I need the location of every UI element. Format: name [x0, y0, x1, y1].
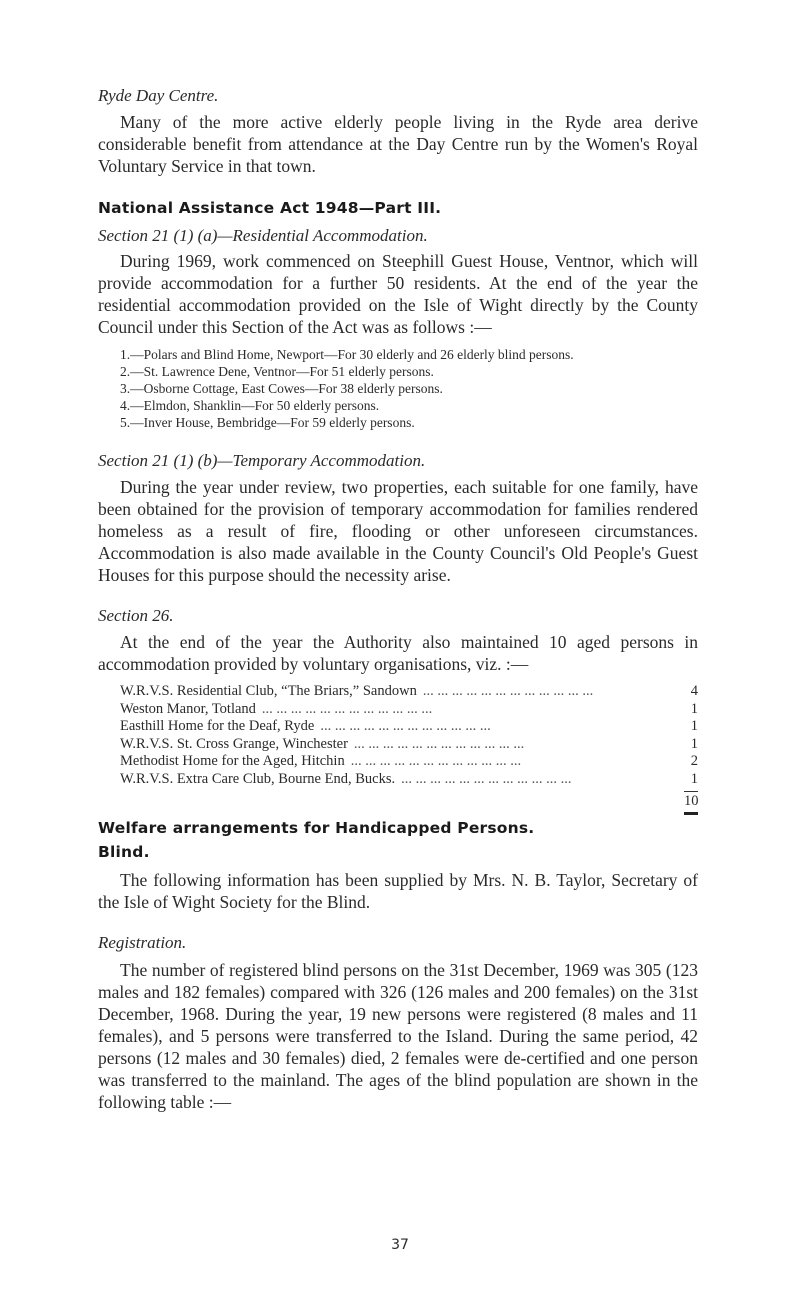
home-count: 1 — [690, 718, 698, 734]
home-count: 2 — [690, 753, 698, 769]
leader-dots: ... ... ... ... ... ... ... ... ... ... ... ... — [422, 683, 594, 699]
home-count: 4 — [690, 683, 698, 699]
table-row — [120, 753, 698, 771]
ryde-day-centre-paragraph: Many of the more active elderly people living in the Ryde area derive considerable benefit from attendance at the Day Centre run by the Women's Royal Voluntary Service in that town. — [98, 112, 698, 176]
home-name: W.R.V.S. St. Cross Grange, Winchester — [120, 735, 348, 752]
leader-dots: ... ... ... ... ... ... ... ... ... ... ... ... — [320, 718, 491, 734]
table-row — [120, 718, 698, 736]
blind-paragraph: The following information has been supplied by Mrs. N. B. Taylor, Secretary of the Isle of Wight Society for the Blind. — [98, 870, 698, 912]
leader-dots: ... ... ... ... ... ... ... ... ... ... ... ... — [350, 753, 522, 769]
residential-homes-list — [98, 346, 698, 431]
section-26-title: Section 26. — [98, 606, 174, 625]
table-row — [120, 683, 698, 701]
total-count: 10 — [684, 793, 699, 809]
registration-paragraph: The number of registered blind persons on the 31st December, 1969 was 305 (123 males and 182 females) compared with 326 (126 males and 200 females) on the 31st December, 1968. During the year, 19 new persons were registered (8 males and 11 females), and 5 persons were transferred to the Island. During the same period, 42 persons (12 males and 30 females) died, 2 females were de-certified and one person was transferred to the mainland. The ages of the blind population are shown in the following table :— — [98, 960, 698, 1112]
leader-dots: ... ... ... ... ... ... ... ... ... ... ... ... — [353, 735, 525, 752]
home-name: Easthill Home for the Deaf, Ryde — [120, 718, 315, 734]
list-item: 1.—Polars and Blind Home, Newport—For 30 elderly and 26 elderly blind persons. — [120, 347, 574, 362]
home-name: Weston Manor, Totland — [120, 700, 256, 717]
home-count: 1 — [690, 700, 698, 717]
list-item: 4.—Elmdon, Shanklin—For 50 elderly persons. — [120, 398, 380, 413]
list-item: 3.—Osborne Cottage, East Cowes—For 38 elderly persons. — [120, 381, 443, 396]
registration-title: Registration. — [98, 933, 187, 952]
national-assistance-heading: National Assistance Act 1948—Part III. — [98, 199, 442, 217]
home-name: Methodist Home for the Aged, Hitchin — [120, 753, 345, 769]
section-21a-title: Section 21 (1) (a)—Residential Accommodation. — [98, 226, 428, 245]
document-page — [98, 86, 698, 1113]
page-number: 37 — [391, 1237, 409, 1253]
section-21a-paragraph: During 1969, work commenced on Steephill Guest House, Ventnor, which will provide accommodation for a further 50 residents. At the end of the year the residential accommodation provided on the Isle of Wight directly by the County Council under this Section of the Act was as follows :— — [98, 251, 698, 337]
home-name: W.R.V.S. Extra Care Club, Bourne End, Bucks. — [120, 770, 396, 787]
list-item: 2.—St. Lawrence Dene, Ventnor—For 51 elderly persons. — [120, 364, 434, 379]
welfare-heading: Welfare arrangements for Handicapped Persons. — [98, 819, 535, 837]
home-count: 1 — [690, 735, 698, 752]
total-rule-bottom — [120, 812, 698, 815]
section-26-paragraph: At the end of the year the Authority also maintained 10 aged persons in accommodation provided by voluntary organisations, viz. :— — [98, 632, 698, 674]
leader-dots: ... ... ... ... ... ... ... ... ... ... ... ... — [261, 700, 433, 717]
home-name: W.R.V.S. Residential Club, “The Briars,” Sandown — [120, 683, 417, 699]
voluntary-homes-table — [98, 683, 698, 815]
home-count: 1 — [690, 770, 698, 787]
section-21b-title: Section 21 (1) (b)—Temporary Accommodation. — [98, 451, 426, 470]
ryde-day-centre-title: Ryde Day Centre. — [98, 86, 219, 105]
blind-heading: Blind. — [98, 843, 150, 861]
list-item: 5.—Inver House, Bembridge—For 59 elderly persons. — [120, 415, 415, 430]
section-21b-paragraph: During the year under review, two properties, each suitable for one family, have been obtained for the provision of temporary accommodation for families rendered homeless as a result of fire, flooding or other unforeseen circumstances. Accommodation is also made available in the County Council's Old People's Guest Houses for this purpose should the necessity arise. — [98, 477, 698, 585]
table-row — [120, 771, 698, 789]
table-row — [120, 701, 698, 719]
table-row — [120, 736, 698, 754]
total-row — [120, 792, 698, 810]
leader-dots: ... ... ... ... ... ... ... ... ... ... ... ... — [401, 770, 572, 787]
